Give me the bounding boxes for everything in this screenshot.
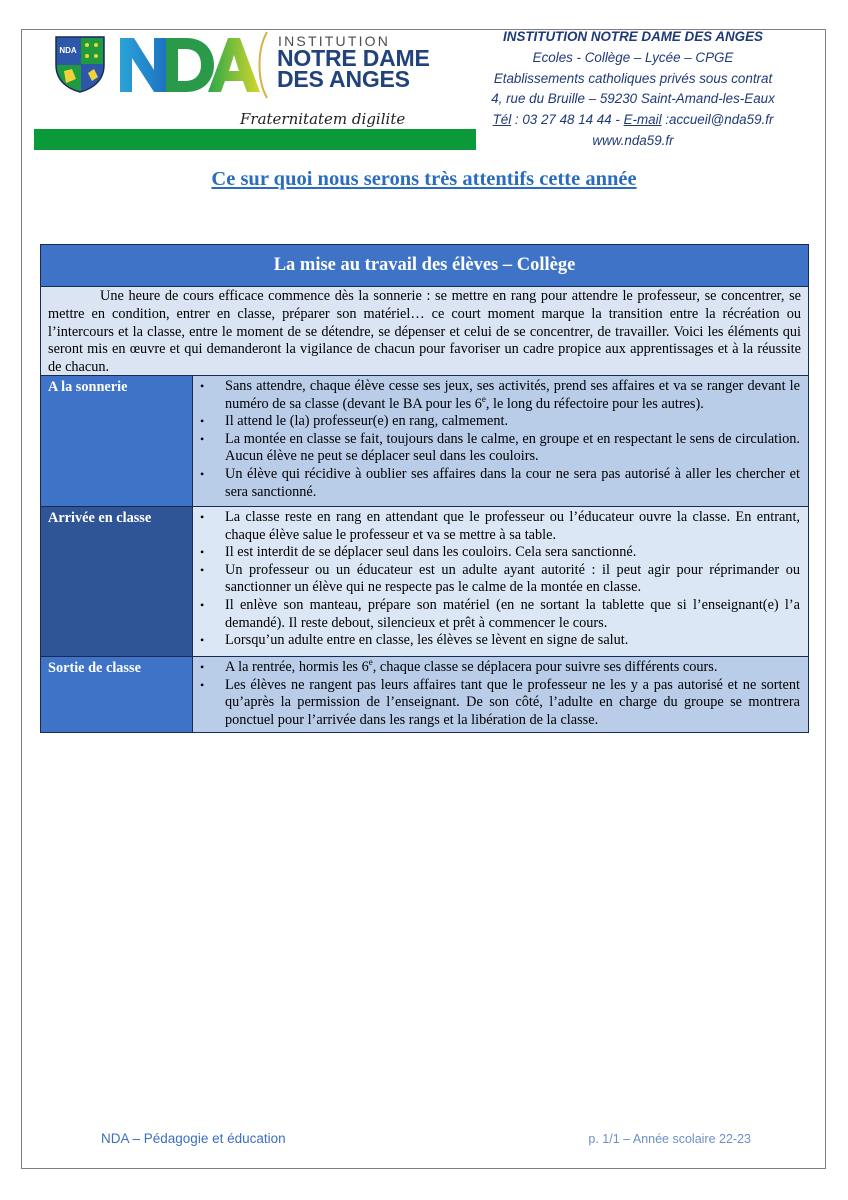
row-sortie-de-classe — [41, 657, 808, 732]
list-item: • Lorsqu’un adulte entre en classe, les élèves se lèvent en signe de salut. — [200, 632, 629, 649]
logo-institution-name — [277, 45, 430, 92]
logo-institution-word: INSTITUTION — [278, 33, 391, 49]
bullet-icon: • — [200, 379, 205, 393]
table-header: La mise au travail des élèves – Collège — [41, 245, 808, 287]
list-item: • Il attend le (la) professeur(e) en rang, calmement. — [200, 413, 509, 430]
bullet-icon: • — [200, 677, 205, 692]
row-label: Arrivée en classe — [41, 507, 193, 656]
website-link[interactable]: www.nda59.fr — [592, 132, 674, 148]
tel-value: : 03 27 48 14 44 - — [511, 112, 624, 128]
list-item: • Il est interdit de se déplacer seul dans les couloirs. Cela sera sanctionné. — [200, 544, 637, 561]
list-item: • La classe reste en rang en attendant que le professeur ou l’éducateur ouvre la classe. En entrant, chaque élève salue le professeur et va se mettre à sa table. — [200, 509, 800, 543]
address-street: 4, rue du Bruille – 59230 Saint-Amand-les-Eaux — [491, 91, 775, 107]
logo-arc-decoration — [255, 30, 271, 100]
crest-logo — [54, 35, 106, 93]
table-intro: Une heure de cours efficace commence dès la sonnerie : se mettre en rang pour attendre le professeur, se concentrer, se mettre en condition, entrer en classe, préparer son matériel… ce court moment marque la transition entre la récréation ou l’intercours et la classe, entre le moment de se détendre, se dépenser et celui de se concentrer, de travailler. Voici les éléments qui seront mis en œuvre et qui demanderont la vigilance de chacun pour favoriser un cadre propice aux apprentissages et à la réussite de chacun. — [41, 287, 808, 376]
address-institution: INSTITUTION NOTRE DAME DES ANGES — [503, 29, 763, 44]
bullet-icon: • — [200, 633, 205, 648]
motto: Fraternitatem digilite — [240, 110, 406, 128]
row-a-la-sonnerie — [41, 376, 808, 507]
tel-label: Tél — [492, 112, 512, 128]
bullet-icon: • — [200, 660, 205, 674]
bullet-list — [193, 509, 800, 650]
list-item: • Les élèves ne rangent pas leurs affaires tant que le professeur ne les y a pas autorisé et ne sortent qu’après la permission de l’enseignant. De son côté, l’adulte en charge du groupe se montrera ponctuel pour l’arrivée dans les rangs et la libération de la classe. — [200, 676, 800, 728]
list-item: • Un professeur ou un éducateur est un adulte ayant autorité : il peut agir pour réprimander ou sanctionner un élève qui ne respecte pas le calme de la montée en classe. — [200, 561, 800, 596]
bullet-icon: • — [200, 414, 205, 429]
nda-letters-logo — [120, 34, 260, 94]
bullet-icon: • — [200, 545, 205, 560]
address-schools: Ecoles - Collège – Lycée – CPGE — [532, 49, 734, 65]
rules-table — [40, 244, 809, 733]
email-value[interactable]: :accueil@nda59.fr — [661, 112, 774, 128]
address-contact — [480, 110, 786, 131]
row-label: Sortie de classe — [41, 657, 193, 732]
list-item: • Il enlève son manteau, prépare son matériel (en ne sortant la tablette que si l’enseignant(e) l’a demandé). Il reste debout, silencieux et prêt à commencer le cours. — [200, 596, 800, 631]
bullet-icon: • — [200, 466, 205, 481]
row-arrivee-en-classe — [41, 507, 808, 657]
bullet-list — [193, 378, 800, 501]
email-label: E-mail — [623, 112, 662, 128]
footer-page-info: p. 1/1 – Année scolaire 22-23 — [588, 1132, 751, 1146]
list-item: • La montée en classe se fait, toujours dans le calme, en groupe et en respectant le sens de circulation. Aucun élève ne peut se déplacer seul dans les couloirs. — [200, 430, 800, 465]
list-item: • Un élève qui récidive à oublier ses affaires dans la cour ne sera pas autorisé à aller les chercher et sera sanctionné. — [200, 465, 800, 500]
list-item: • Sans attendre, chaque élève cesse ses jeux, ses activités, prend ses affaires et va se ranger devant le numéro de sa classe (devant le BA pour les 6e, le long du réfectoire pour les autres). — [200, 378, 800, 412]
bullet-icon: • — [200, 431, 205, 446]
footer-department: NDA – Pédagogie et éducation — [101, 1131, 286, 1146]
green-header-bar — [34, 129, 476, 150]
list-item: • A la rentrée, hormis les 6e, chaque classe se déplacera pour suivre ses différents cours. — [200, 657, 718, 675]
logo-name-line2: DES ANGES — [277, 66, 410, 92]
bullet-icon: • — [200, 510, 205, 524]
bullet-icon: • — [200, 562, 205, 577]
bullet-icon: • — [200, 597, 205, 612]
address-status: Etablissements catholiques privés sous contrat — [493, 70, 773, 86]
logo-name-line1: NOTRE DAME — [277, 45, 430, 71]
document-title: Ce sur quoi nous serons très attentifs cette année — [211, 168, 637, 190]
crest-letters: NDA — [59, 46, 77, 55]
row-label: A la sonnerie — [41, 376, 193, 506]
address-block — [480, 27, 786, 152]
bullet-list — [193, 659, 800, 729]
